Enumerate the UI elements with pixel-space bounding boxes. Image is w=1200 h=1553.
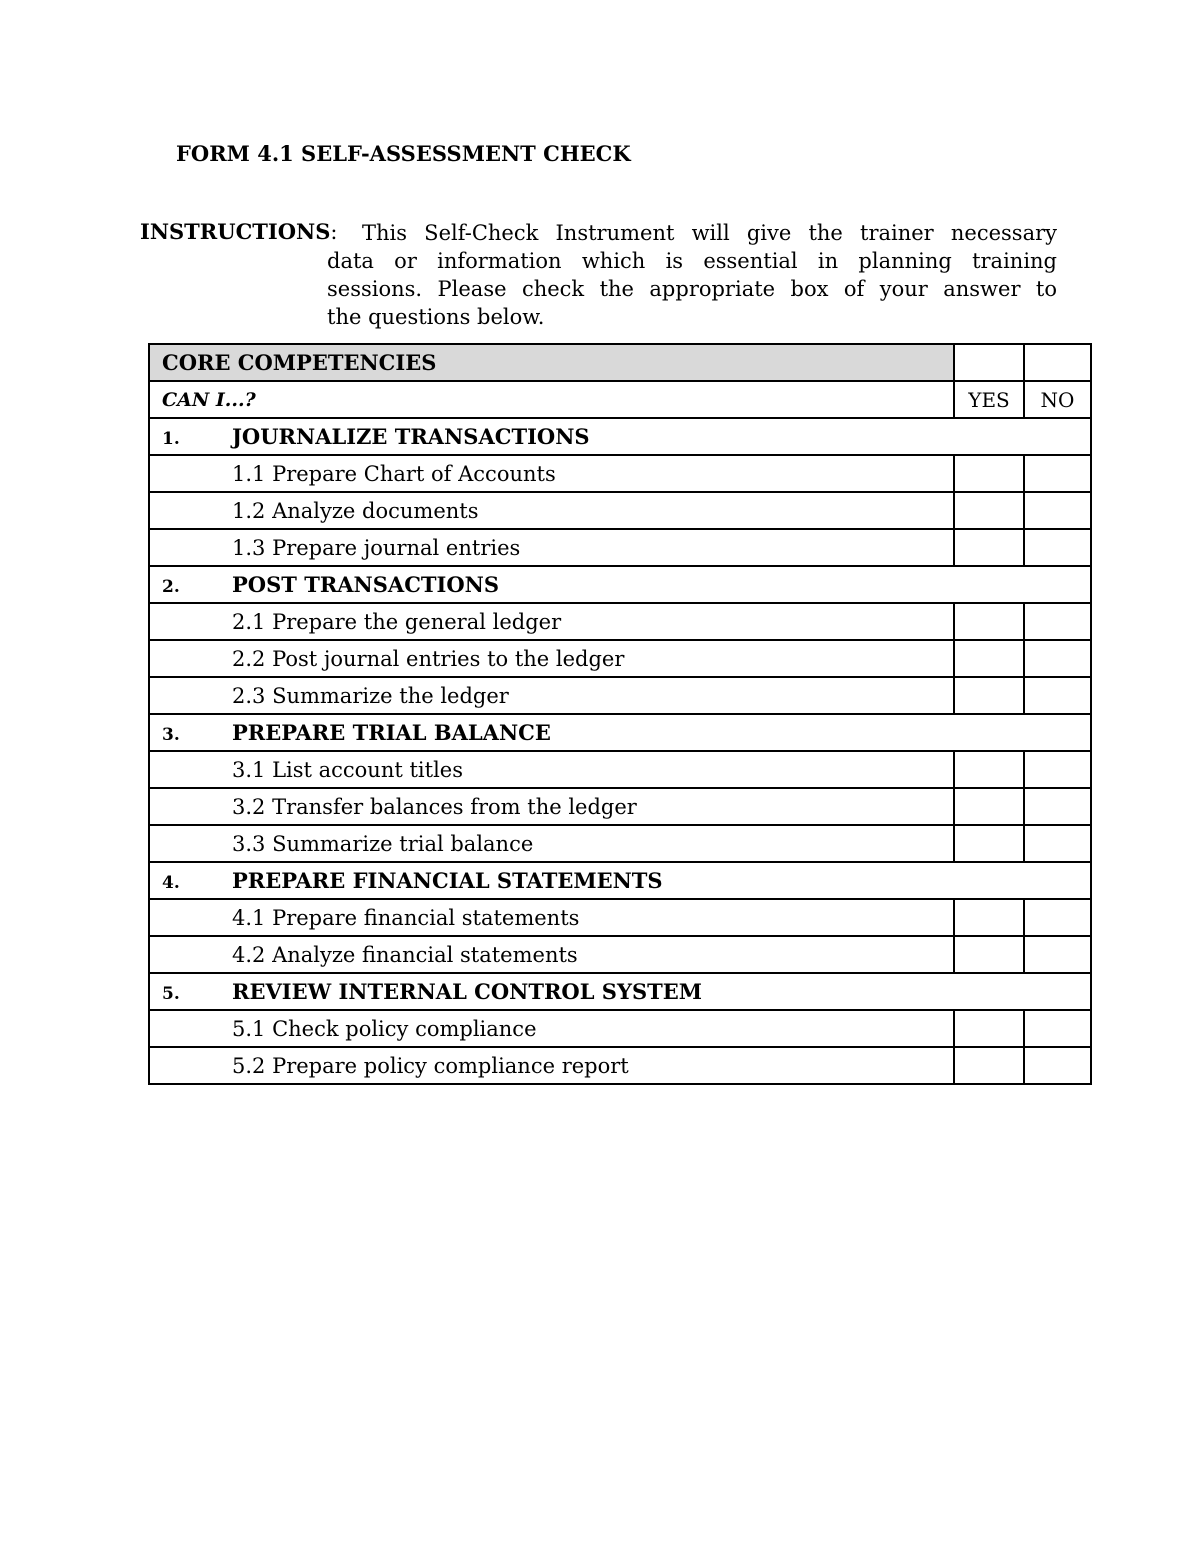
header-blank-cell bbox=[1024, 344, 1091, 381]
yes-checkbox-cell[interactable] bbox=[954, 936, 1024, 973]
competency-item-row bbox=[149, 677, 1091, 714]
section-title: POST TRANSACTIONS bbox=[232, 572, 500, 597]
instructions-line-4: the questions below. bbox=[327, 305, 545, 329]
instructions-line-1: This Self-Check Instrument will give the trainer necessary bbox=[362, 221, 1057, 245]
section-title: PREPARE FINANCIAL STATEMENTS bbox=[232, 868, 663, 893]
section-heading bbox=[149, 973, 1091, 1010]
no-checkbox-cell[interactable] bbox=[1024, 788, 1091, 825]
core-competencies-header: CORE COMPETENCIES bbox=[149, 344, 954, 381]
section-number: 1. bbox=[162, 429, 180, 449]
section-heading bbox=[149, 418, 1091, 455]
competency-item-label: 1.3 Prepare journal entries bbox=[149, 529, 954, 566]
section-number: 3. bbox=[162, 725, 180, 745]
competency-item-row bbox=[149, 455, 1091, 492]
yes-checkbox-cell[interactable] bbox=[954, 751, 1024, 788]
competency-item-row bbox=[149, 751, 1091, 788]
section-heading bbox=[149, 566, 1091, 603]
yes-checkbox-cell[interactable] bbox=[954, 1047, 1024, 1084]
yes-checkbox-cell[interactable] bbox=[954, 492, 1024, 529]
no-checkbox-cell[interactable] bbox=[1024, 1010, 1091, 1047]
competency-item-label: 1.2 Analyze documents bbox=[149, 492, 954, 529]
no-checkbox-cell[interactable] bbox=[1024, 751, 1091, 788]
section-number: 2. bbox=[162, 577, 180, 597]
competency-item-row bbox=[149, 1010, 1091, 1047]
section-number: 4. bbox=[162, 873, 180, 893]
section-row bbox=[149, 862, 1091, 899]
yes-checkbox-cell[interactable] bbox=[954, 455, 1024, 492]
section-title: REVIEW INTERNAL CONTROL SYSTEM bbox=[232, 979, 702, 1004]
competency-item-label: 2.1 Prepare the general ledger bbox=[149, 603, 954, 640]
yes-checkbox-cell[interactable] bbox=[954, 825, 1024, 862]
competency-item-row bbox=[149, 936, 1091, 973]
competency-item-label: 3.1 List account titles bbox=[149, 751, 954, 788]
competency-item-label: 3.2 Transfer balances from the ledger bbox=[149, 788, 954, 825]
can-i-header: CAN I...? bbox=[149, 381, 954, 418]
yes-checkbox-cell[interactable] bbox=[954, 1010, 1024, 1047]
no-checkbox-cell[interactable] bbox=[1024, 640, 1091, 677]
section-heading bbox=[149, 714, 1091, 751]
competency-item-label: 5.2 Prepare policy compliance report bbox=[149, 1047, 954, 1084]
instructions-label-wrap: INSTRUCTIONS: bbox=[140, 219, 338, 244]
yes-checkbox-cell[interactable] bbox=[954, 640, 1024, 677]
competency-item-row bbox=[149, 640, 1091, 677]
competency-item-label: 2.2 Post journal entries to the ledger bbox=[149, 640, 954, 677]
yes-checkbox-cell[interactable] bbox=[954, 677, 1024, 714]
no-checkbox-cell[interactable] bbox=[1024, 455, 1091, 492]
header-row-core bbox=[149, 344, 1091, 381]
header-row-can bbox=[149, 381, 1091, 418]
section-row bbox=[149, 973, 1091, 1010]
competency-item-row bbox=[149, 529, 1091, 566]
instructions-line-2: data or information which is essential in planning training bbox=[327, 249, 1057, 273]
competency-item-row bbox=[149, 899, 1091, 936]
header-blank-cell bbox=[954, 344, 1024, 381]
competency-item-label: 4.2 Analyze financial statements bbox=[149, 936, 954, 973]
no-checkbox-cell[interactable] bbox=[1024, 936, 1091, 973]
instructions-label: INSTRUCTIONS bbox=[140, 219, 331, 244]
yes-checkbox-cell[interactable] bbox=[954, 899, 1024, 936]
competency-item-row bbox=[149, 603, 1091, 640]
competency-item-row bbox=[149, 825, 1091, 862]
yes-checkbox-cell[interactable] bbox=[954, 603, 1024, 640]
competency-item-row bbox=[149, 1047, 1091, 1084]
no-checkbox-cell[interactable] bbox=[1024, 825, 1091, 862]
competency-item-label: 1.1 Prepare Chart of Accounts bbox=[149, 455, 954, 492]
competency-item-row bbox=[149, 492, 1091, 529]
form-title: FORM 4.1 SELF-ASSESSMENT CHECK bbox=[176, 141, 631, 166]
yes-checkbox-cell[interactable] bbox=[954, 788, 1024, 825]
section-title: JOURNALIZE TRANSACTIONS bbox=[232, 424, 590, 449]
section-title: PREPARE TRIAL BALANCE bbox=[232, 720, 551, 745]
competency-checklist-table bbox=[148, 343, 1092, 1085]
competency-item-label: 3.3 Summarize trial balance bbox=[149, 825, 954, 862]
instructions-line-3: sessions. Please check the appropriate box of your answer to bbox=[327, 277, 1057, 301]
section-number: 5. bbox=[162, 984, 180, 1004]
competency-item-label: 5.1 Check policy compliance bbox=[149, 1010, 954, 1047]
no-checkbox-cell[interactable] bbox=[1024, 1047, 1091, 1084]
yes-checkbox-cell[interactable] bbox=[954, 529, 1024, 566]
no-column-header: NO bbox=[1024, 381, 1091, 418]
no-checkbox-cell[interactable] bbox=[1024, 529, 1091, 566]
section-row bbox=[149, 418, 1091, 455]
section-heading bbox=[149, 862, 1091, 899]
section-row bbox=[149, 566, 1091, 603]
section-row bbox=[149, 714, 1091, 751]
no-checkbox-cell[interactable] bbox=[1024, 899, 1091, 936]
competency-item-label: 4.1 Prepare financial statements bbox=[149, 899, 954, 936]
no-checkbox-cell[interactable] bbox=[1024, 492, 1091, 529]
yes-column-header: YES bbox=[954, 381, 1024, 418]
competency-item-label: 2.3 Summarize the ledger bbox=[149, 677, 954, 714]
no-checkbox-cell[interactable] bbox=[1024, 603, 1091, 640]
no-checkbox-cell[interactable] bbox=[1024, 677, 1091, 714]
competency-item-row bbox=[149, 788, 1091, 825]
